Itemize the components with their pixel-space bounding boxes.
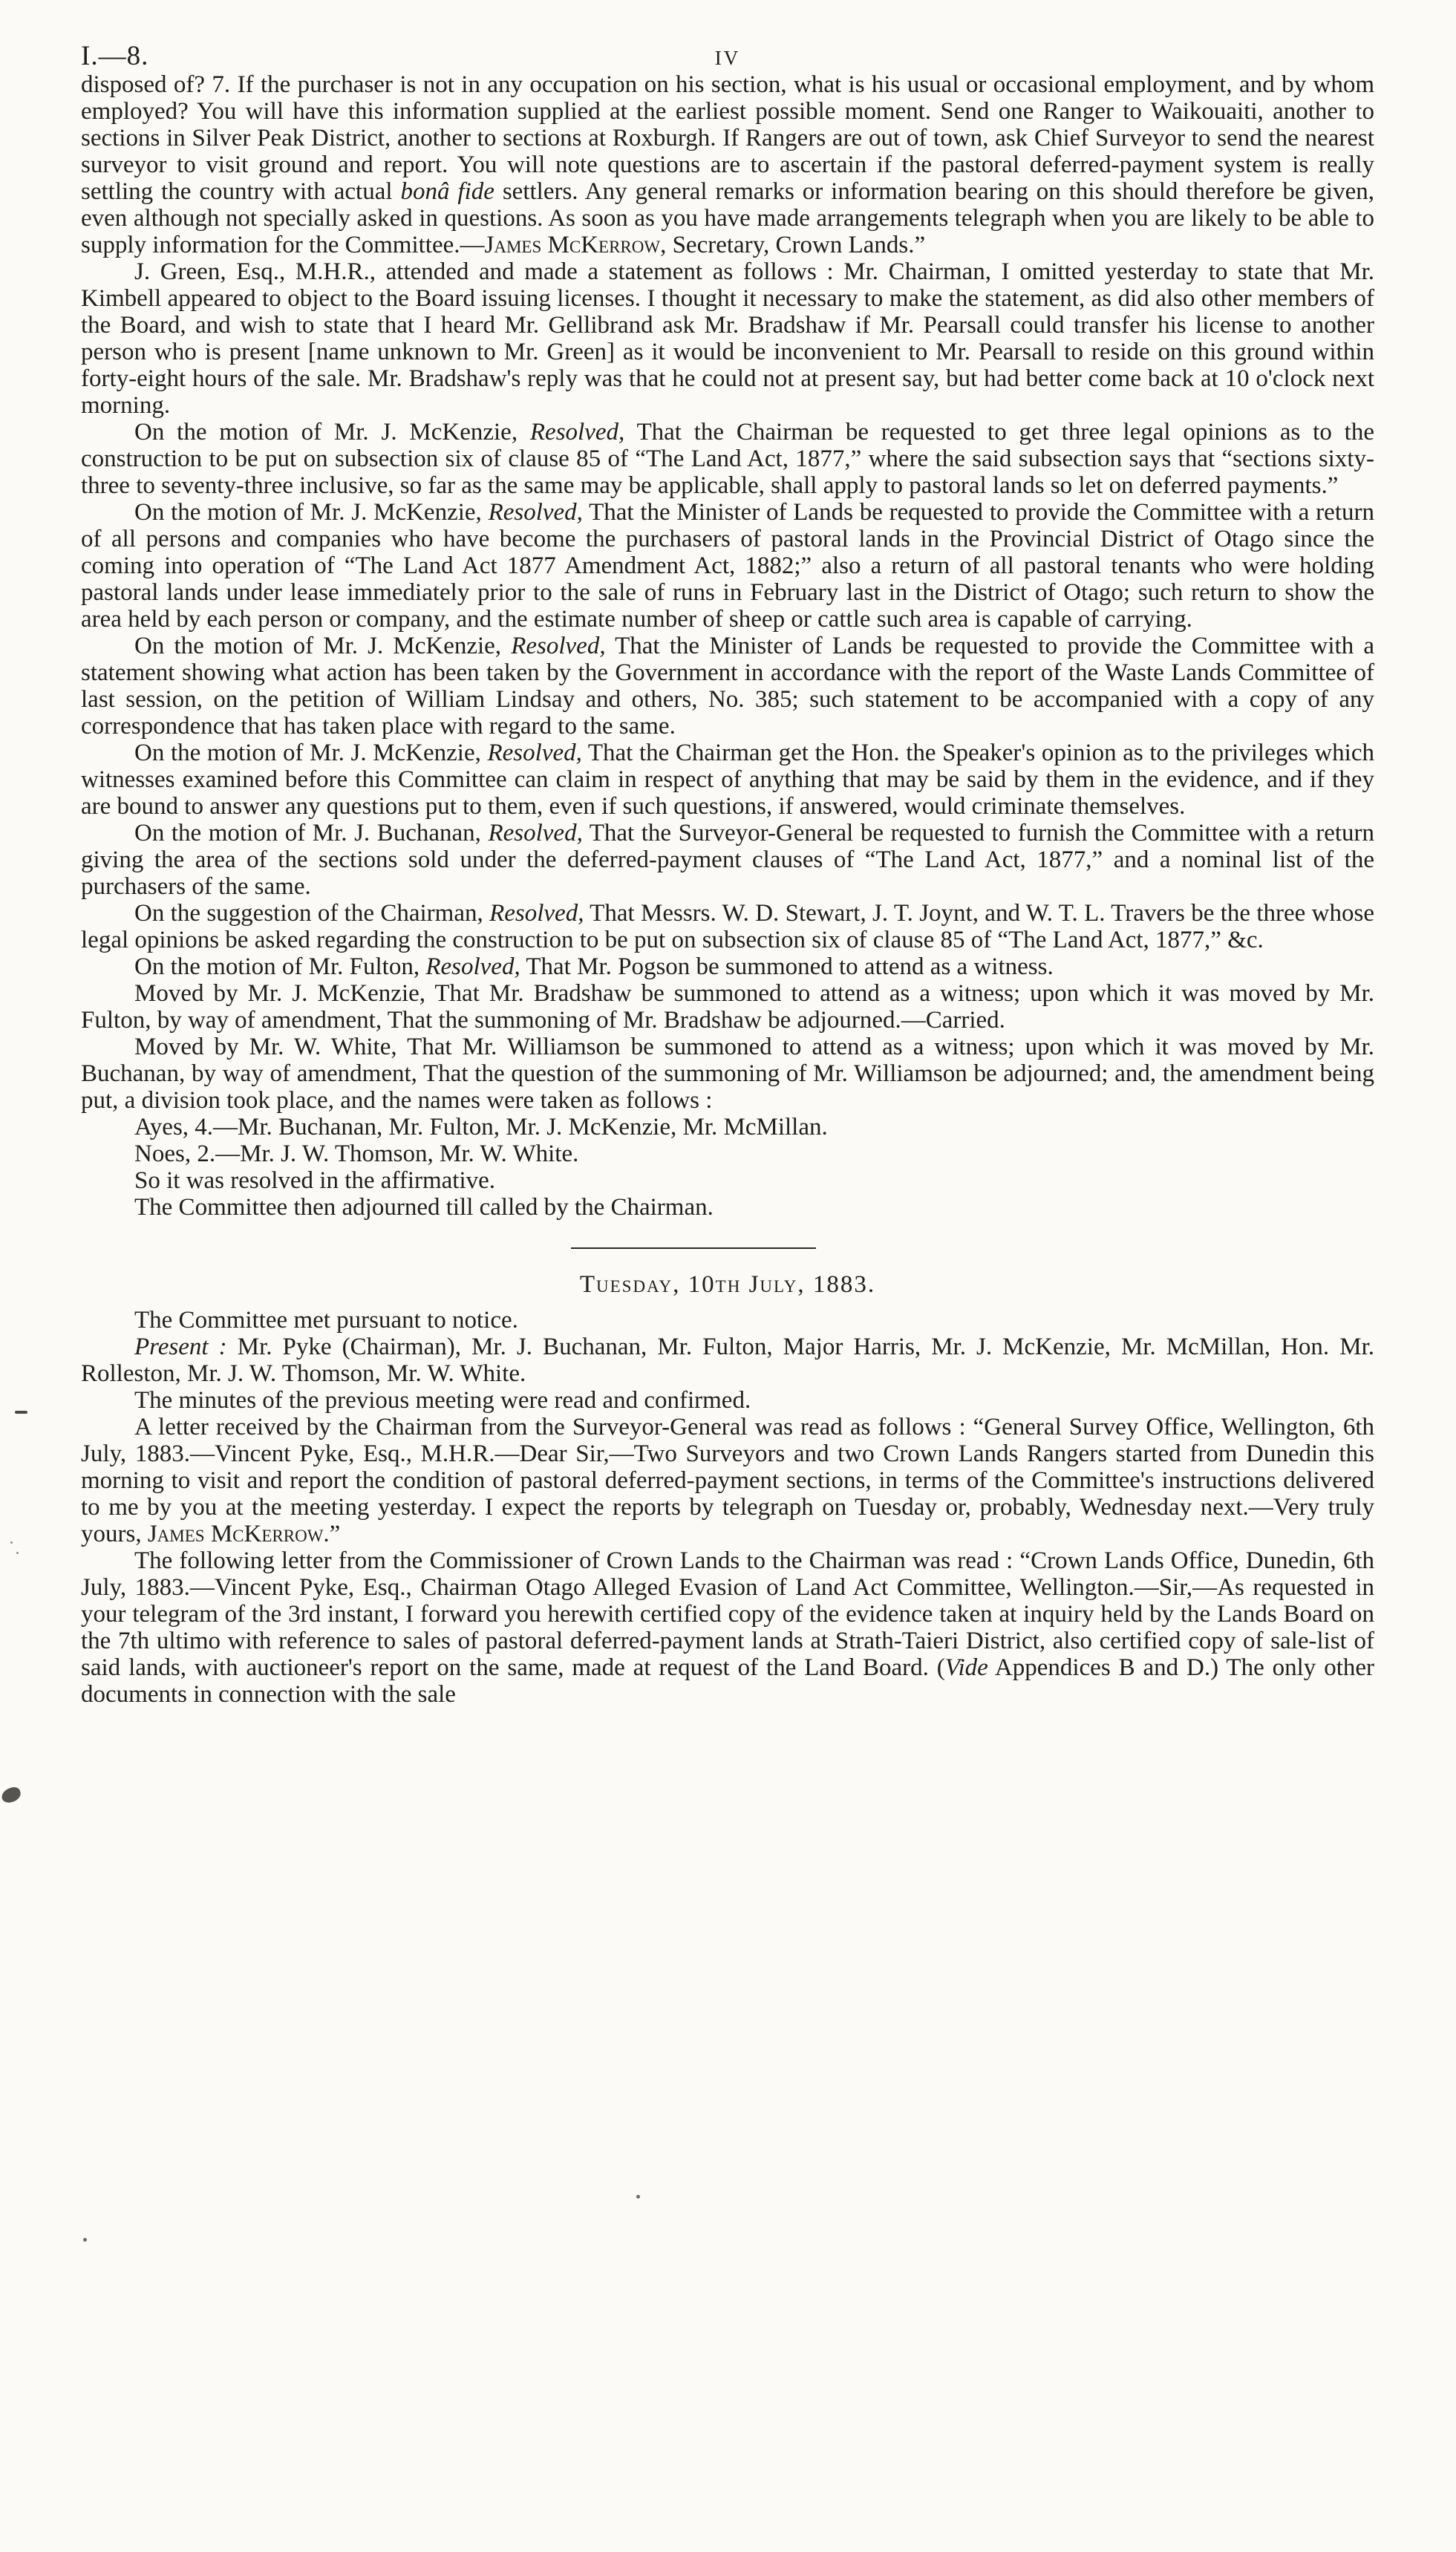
- paragraph: [81, 1114, 1374, 1140]
- text-run: Mr. Pyke (Chairman), Mr. J. Buchanan, Mr. Fulton, Major Harris, Mr. J. McKenzie, Mr. McMillan, Hon. Mr. Rolleston, Mr. J. W. Thomson, Mr. W. White.: [81, 1334, 1374, 1387]
- paragraph: [81, 1034, 1374, 1114]
- paragraph: [81, 633, 1374, 740]
- text-run: A letter received by the Chairman from the Surveyor-General was read as follows : “General Survey Office, Wellington, 6th July, 1883.—Vincent Pyke, Esq., M.H.R.—Dear Sir,—Two Surveyors and two Crown Lands Rangers started from Dunedin this morning to visit and report the condition of pastoral deferred-payment sections, in terms of the Committee's instructions delivered to me by you at the meeting yesterday. I expect the reports by telegraph on Tuesday or, probably, Wednesday next.—Very truly yours,: [81, 1414, 1374, 1547]
- scan-artifact: [0, 1786, 22, 1804]
- section-divider: [571, 1247, 816, 1249]
- text-run: J. Green, Esq., M.H.R., attended and made a statement as follows : Mr. Chairman, I omitted yesterday to state that Mr. Kimbell appeared to object to the Board issuing licenses. I thought it necessary to make the statement, as did also other members of the Board, and wish to state that I heard Mr. Gellibrand ask Mr. Bradshaw if Mr. Pearsall could transfer his license to another person who is present [name unknown to Mr. Green] as it would be inconvenient to Mr. Pearsall to reside on this ground within forty-eight hours of the sale. Mr. Bradshaw's reply was that he could not at present say, but had better come back at 10 o'clock next morning.: [81, 258, 1374, 419]
- italic-run: Resolved,: [425, 953, 520, 980]
- text-run: The Committee met pursuant to notice.: [134, 1307, 518, 1334]
- minutes-section: [81, 1270, 1374, 1708]
- document-body: [81, 71, 1374, 1708]
- text-run: That Mr. Pogson be summoned to attend as a witness.: [520, 953, 1054, 980]
- italic-run: Resolved,: [489, 900, 584, 927]
- paragraph: [81, 499, 1374, 633]
- text-run: On the motion of Mr. J. McKenzie,: [134, 740, 488, 766]
- text-run: Noes, 2.—Mr. J. W. Thomson, Mr. W. White.: [134, 1140, 579, 1167]
- text-run: That the Minister of Lands be requested to provide the Committee with a statement showing what action has been taken by the Government in accordance with the report of the Waste Lands Committee of last session, on the petition of William Lindsay and others, No. 385; such statement to be accompanied with a copy of any correspondence that has taken place with regard to the same.: [81, 633, 1374, 740]
- text-run: Moved by Mr. J. McKenzie, That Mr. Bradshaw be summoned to attend as a witness; upon which it was moved by Mr. Fulton, by way of amendment, That the summoning of Mr. Bradshaw be adjourned.—Carried.: [81, 980, 1374, 1034]
- paragraph: [81, 1167, 1374, 1194]
- paragraph: [81, 1334, 1374, 1387]
- minutes-section: [81, 71, 1374, 1221]
- scan-artifact: [10, 1541, 13, 1544]
- paragraph: [81, 820, 1374, 900]
- italic-run: Resolved,: [488, 820, 583, 846]
- paragraph: [81, 900, 1374, 953]
- text-run: Appendices B and D.) The only other documents in connection with the sale: [81, 1654, 1375, 1708]
- scan-artifact: [16, 1552, 19, 1554]
- text-run: That Messrs. W. D. Stewart, J. T. Joynt, and W. T. L. Travers be the three whose legal opinions be asked regarding the construction to be put on subsection six of clause 85 of “The Land Act, 1877,” &c.: [81, 900, 1374, 953]
- text-run: , Secretary, Crown Lands.”: [660, 232, 926, 258]
- paragraph: [81, 1140, 1374, 1167]
- text-run: On the motion of Mr. J. McKenzie,: [134, 419, 530, 446]
- italic-run: Vide: [944, 1654, 988, 1681]
- text-run: That the Chairman be requested to get three legal opinions as to the construction to be put on subsection six of clause 85 of “The Land Act, 1877,” where the said subsection says that “sections sixty-three to seventy-three inclusive, so far as the same may be applicable, shall apply to pastoral lands so let on deferred payments.”: [81, 419, 1374, 499]
- scan-artifact: [83, 2238, 87, 2242]
- italic-run: bonâ fide: [400, 178, 494, 205]
- text-run: settlers. Any general remarks or information bearing on this should therefore be given, even although not specially asked in questions. As soon as you have made arrangements telegraph when you are likely to be able to supply information for the Committee.—: [81, 178, 1374, 258]
- paragraph: [81, 258, 1374, 419]
- section-heading: Tuesday, 10th July, 1883.: [579, 1271, 876, 1298]
- paragraph: [81, 980, 1374, 1034]
- paragraph: [81, 1307, 1374, 1334]
- italic-run: Resolved,: [488, 499, 583, 526]
- italic-run: Present :: [134, 1334, 227, 1360]
- text-run: On the motion of Mr. J. McKenzie,: [134, 499, 489, 526]
- paragraph: [81, 1414, 1374, 1547]
- text-run: The following letter from the Commissioner of Crown Lands to the Chairman was read : “Crown Lands Office, Dunedin, 6th July, 1883.—Vincent Pyke, Esq., Chairman Otago Alleged Evasion of Land Act Committee, Wellington.—Sir,—As requested in your telegram of the 3rd instant, I forward you herewith certified copy of the evidence taken at inquiry held by the Lands Board on the 7th ultimo with reference to sales of pastoral deferred-payment lands at Strath-Taieri District, also certified copy of sale-list of said lands, with auctioneer's report on the same, made at request of the Land Board. (: [81, 1547, 1374, 1681]
- small-caps-name: James McKerrow: [147, 1521, 324, 1547]
- text-run: On the motion of Mr. J. Buchanan,: [134, 820, 489, 846]
- paragraph: [81, 71, 1374, 258]
- text-run: On the suggestion of the Chairman,: [134, 900, 490, 927]
- text-run: So it was resolved in the affirmative.: [134, 1167, 496, 1194]
- text-run: On the motion of Mr. Fulton,: [134, 953, 426, 980]
- text-run: That the Minister of Lands be requested to provide the Committee with a return of all persons and companies who have become the purchasers of pastoral lands in the Provincial District of Otago since the coming into operation of “The Land Act 1877 Amendment Act, 1882;” also a return of all pastoral tenants who were holding pastoral lands under lease immediately prior to the sale of runs in February last in the District of Otago; such return to show the area held by each person or company, and the estimate number of sheep or cattle such area is capable of carrying.: [81, 499, 1374, 633]
- text-run: The Committee then adjourned till called by the Chairman.: [134, 1194, 714, 1221]
- page-folio: IV: [714, 47, 741, 69]
- text-run: That the Chairman get the Hon. the Speaker's opinion as to the privileges which witnesses examined before this Committee can claim in respect of anything that may be said by them in the evidence, and if they are bound to answer any questions put to them, even if such questions, if answered, would criminate themselves.: [81, 740, 1374, 820]
- paragraph: [81, 1547, 1374, 1708]
- text-run: disposed of? 7. If the purchaser is not in any occupation on his section, what is his usual or occasional employment, and by whom employed? You will have this information supplied at the earliest possible moment. Send one Ranger to Waikouaiti, another to sections in Silver Peak District, another to sections at Roxburgh. If Rangers are out of town, ask Chief Surveyor to send the nearest surveyor to visit ground and report. You will note questions are to ascertain if the pastoral deferred-payment system is really settling the country with actual: [81, 71, 1374, 205]
- paragraph: [81, 740, 1374, 820]
- scan-artifact: [636, 2195, 640, 2199]
- text-run: Moved by Mr. W. White, That Mr. Williamson be summoned to attend as a witness; upon which it was moved by Mr. Buchanan, by way of amendment, That the question of the summoning of Mr. Williamson be adjourned; and, the amendment being put, a division took place, and the names were taken as follows :: [81, 1034, 1374, 1114]
- text-run: .”: [323, 1521, 341, 1547]
- text-run: On the motion of Mr. J. McKenzie,: [134, 633, 512, 659]
- scan-artifact: [15, 1411, 27, 1414]
- paragraph: [81, 419, 1374, 499]
- italic-run: Resolved,: [487, 740, 582, 766]
- italic-run: Resolved,: [511, 633, 606, 659]
- text-run: That the Surveyor-General be requested to furnish the Committee with a return giving the area of the sections sold under the deferred-payment clauses of “The Land Act, 1877,” and a nominal list of the purchasers of the same.: [81, 820, 1374, 900]
- italic-run: Resolved,: [529, 419, 625, 446]
- paragraph: [81, 1387, 1374, 1414]
- paragraph: [81, 1194, 1374, 1221]
- small-caps-name: James McKerrow: [484, 232, 661, 258]
- text-run: The minutes of the previous meeting were read and confirmed.: [134, 1387, 751, 1414]
- page-signature: I.—8.: [81, 41, 149, 71]
- text-run: Ayes, 4.—Mr. Buchanan, Mr. Fulton, Mr. J. McKenzie, Mr. McMillan.: [134, 1114, 828, 1140]
- paragraph: [81, 953, 1374, 980]
